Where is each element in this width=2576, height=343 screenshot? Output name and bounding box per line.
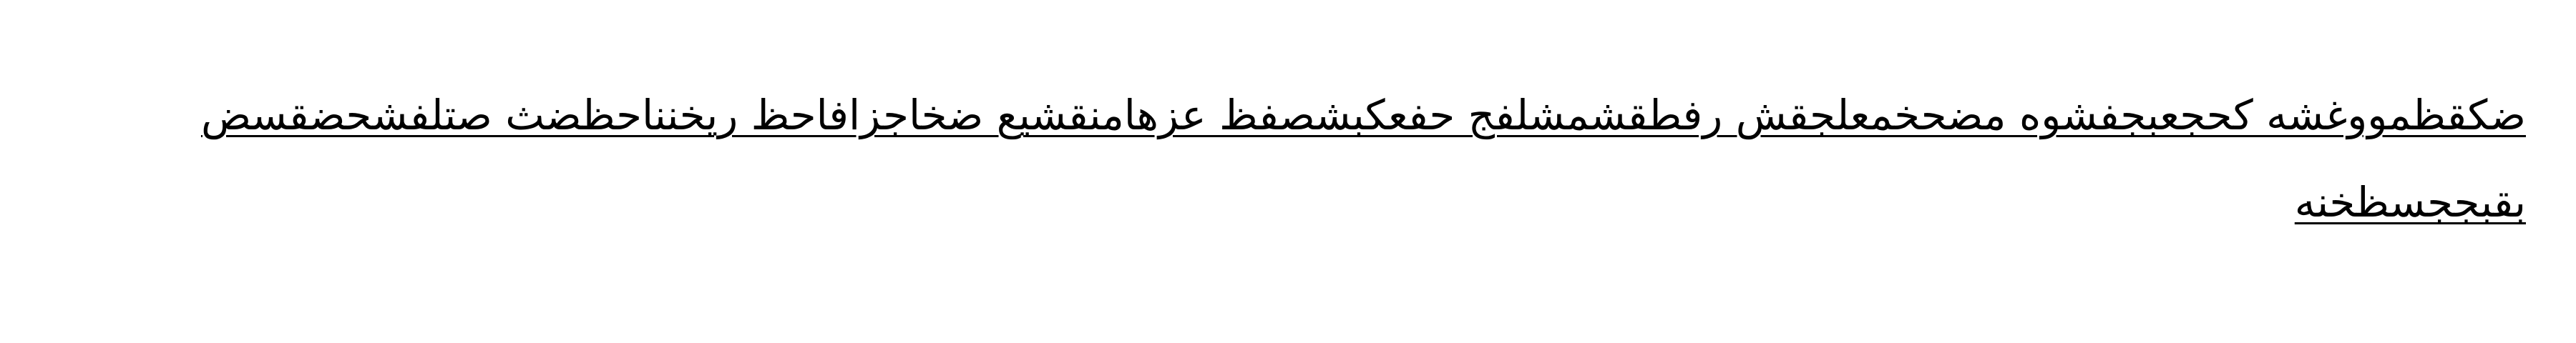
rtl-paragraph: ضكقظمووغشه كحجعبجفشوه مضحخمعلجقش رفطقشمشلفج حفعكبشصفظ عزهامنقشيع ضخاجزافاحظ ريخنناحظضث صتلفشحضقسض بقبججسظخنه <box>200 91 2526 227</box>
